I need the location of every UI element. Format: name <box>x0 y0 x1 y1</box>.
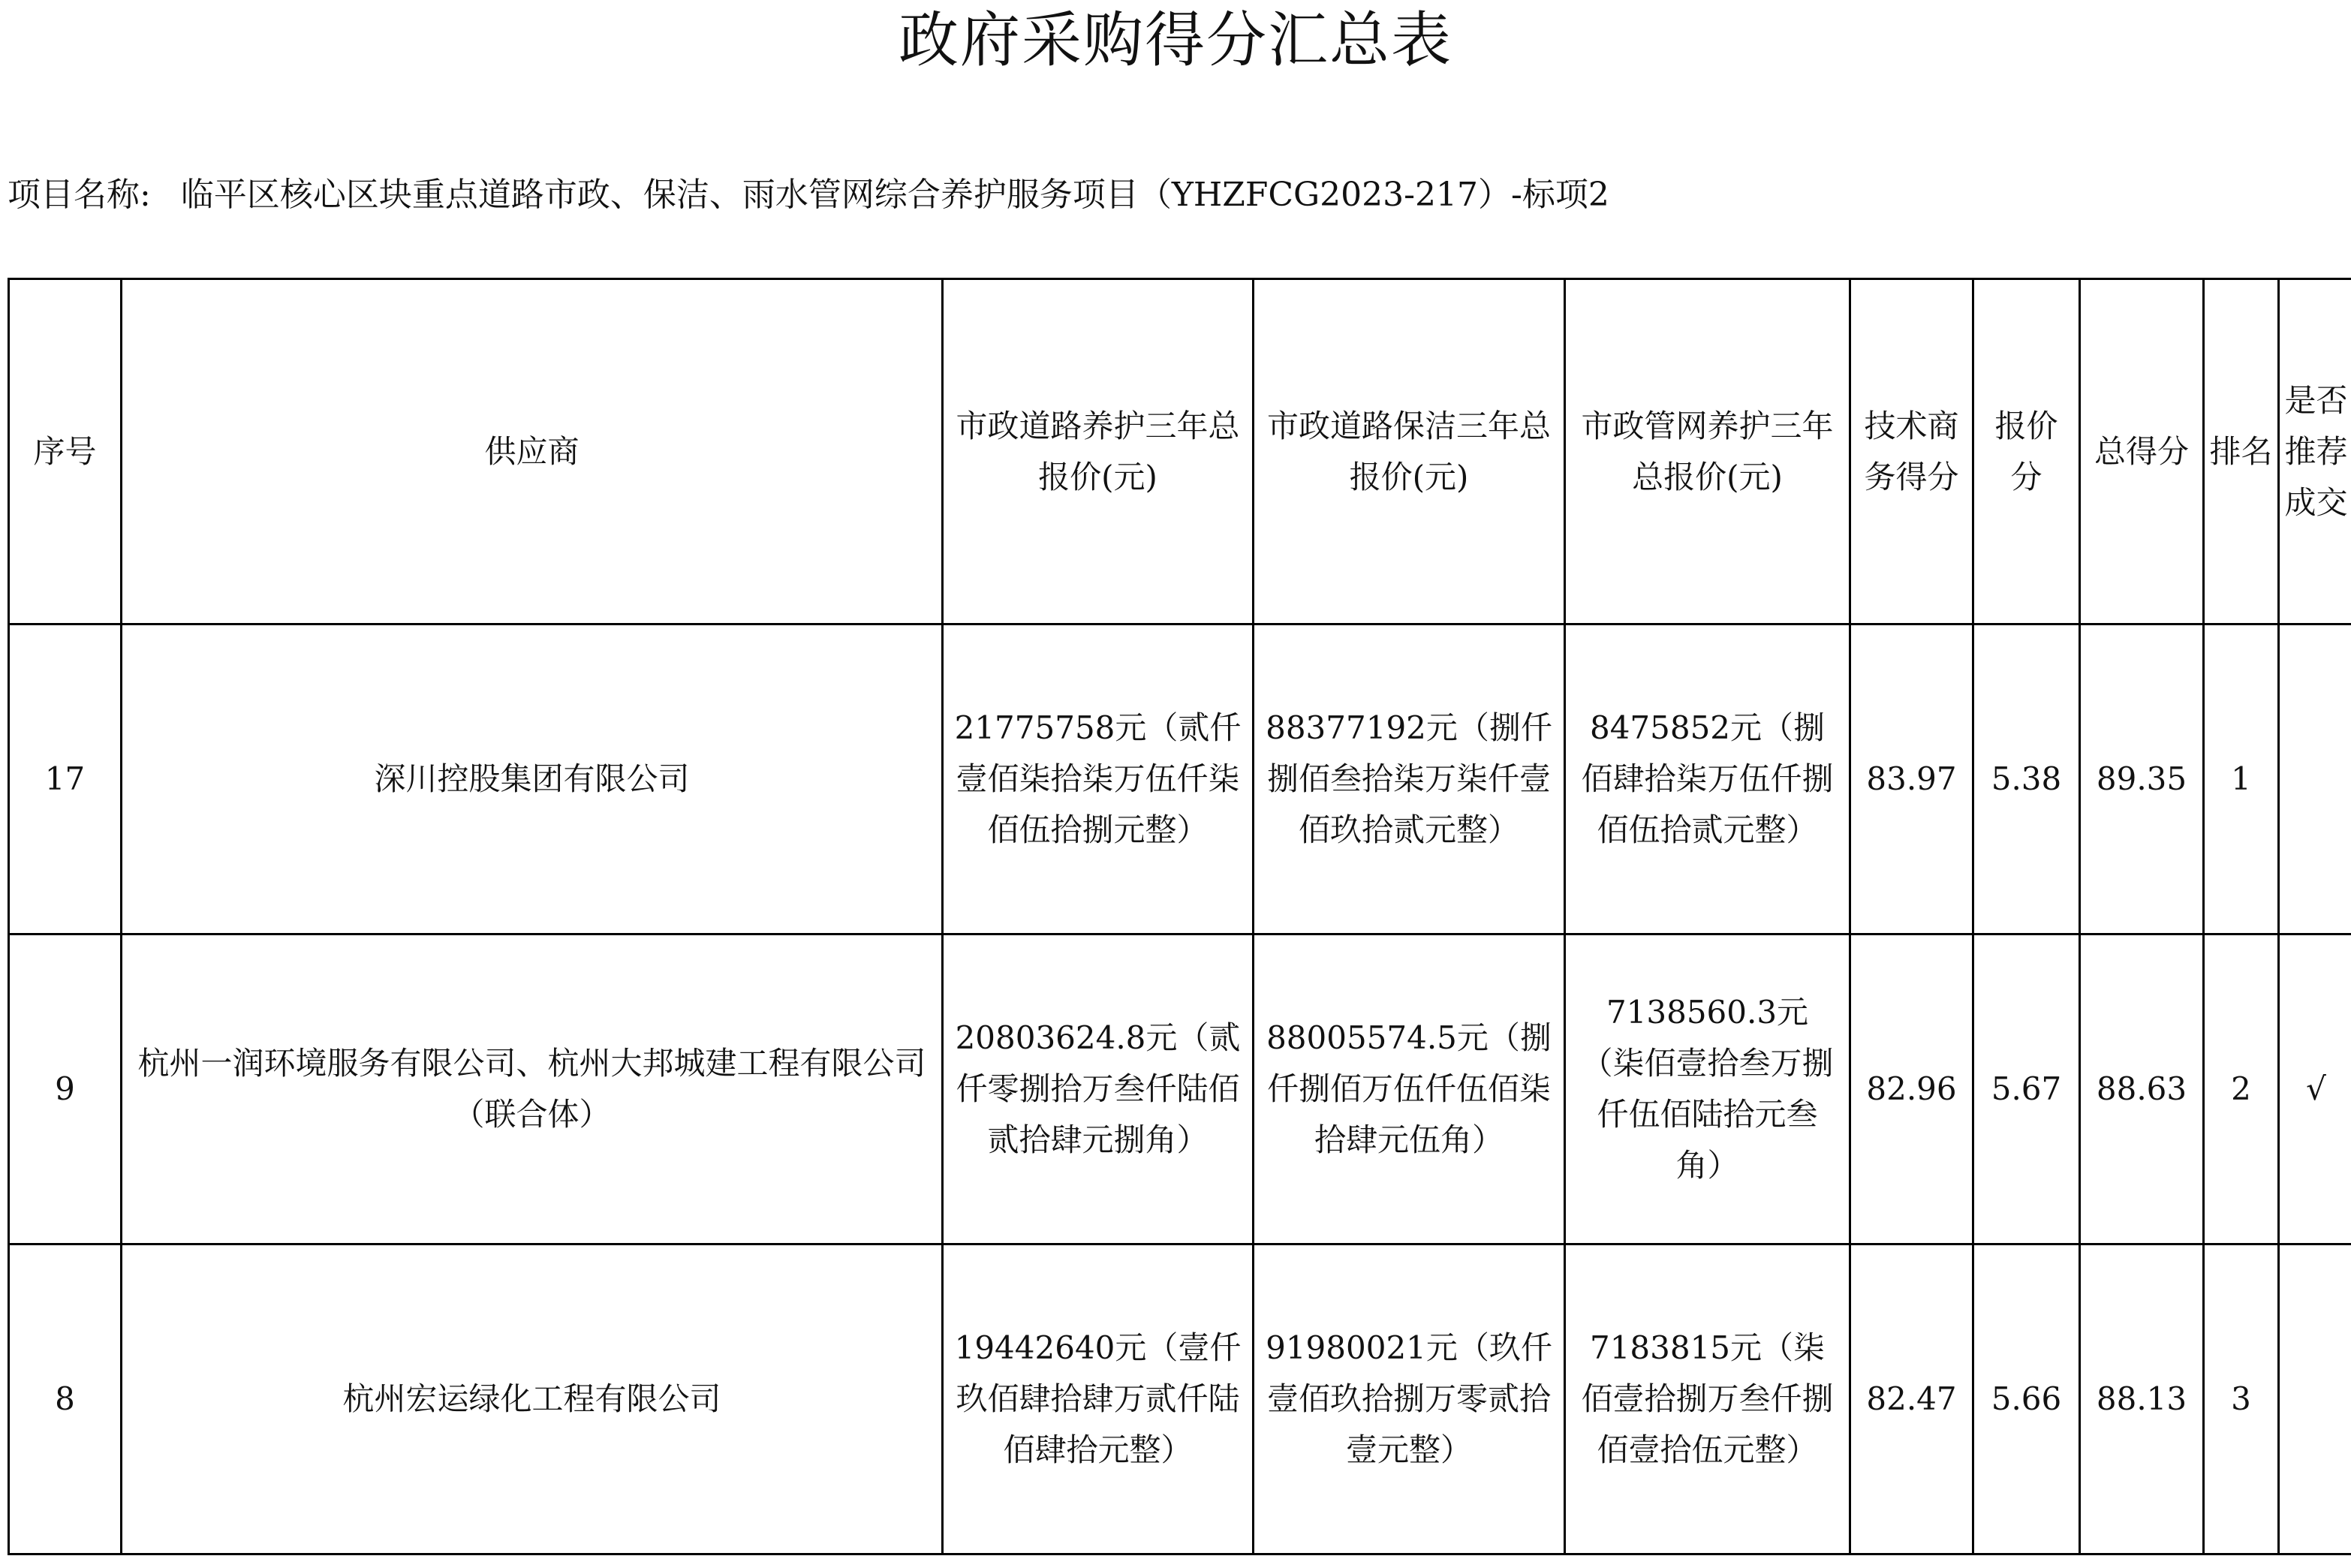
cell-road-cleaning: 88377192元（捌仟捌佰叁拾柒万柒仟壹佰玖拾贰元整） <box>1254 624 1565 934</box>
cell-price-score: 5.67 <box>1973 934 2080 1244</box>
cell-total-score: 89.35 <box>2080 624 2204 934</box>
cell-recommended <box>2279 1244 2351 1554</box>
header-rank: 排名 <box>2204 279 2279 624</box>
score-summary-table <box>8 278 2351 1555</box>
cell-rank: 2 <box>2204 934 2279 1244</box>
header-road-maintenance: 市政道路养护三年总报价(元) <box>943 279 1254 624</box>
table-row <box>9 624 2351 934</box>
project-label: 项目名称: <box>8 176 151 214</box>
header-road-cleaning: 市政道路保洁三年总报价(元) <box>1254 279 1565 624</box>
project-line <box>8 171 1609 219</box>
table-header-row <box>9 279 2351 624</box>
cell-seq: 9 <box>9 934 122 1244</box>
cell-tech-score: 82.96 <box>1850 934 1973 1244</box>
header-seq: 序号 <box>9 279 122 624</box>
cell-rank: 3 <box>2204 1244 2279 1554</box>
table-row <box>9 934 2351 1244</box>
cell-recommended: √ <box>2279 934 2351 1244</box>
page-title: 政府采购得分汇总表 <box>899 5 1452 75</box>
header-supplier: 供应商 <box>122 279 943 624</box>
cell-seq: 8 <box>9 1244 122 1554</box>
cell-total-score: 88.63 <box>2080 934 2204 1244</box>
cell-recommended <box>2279 624 2351 934</box>
cell-supplier: 杭州一润环境服务有限公司、杭州大邦城建工程有限公司（联合体） <box>122 934 943 1244</box>
cell-pipe-maintenance: 7138560.3元（柒佰壹拾叁万捌仟伍佰陆拾元叁角） <box>1565 934 1850 1244</box>
cell-total-score: 88.13 <box>2080 1244 2204 1554</box>
header-recommended: 是否推荐成交 <box>2279 279 2351 624</box>
header-tech-score: 技术商务得分 <box>1850 279 1973 624</box>
cell-tech-score: 83.97 <box>1850 624 1973 934</box>
header-price-score: 报价分 <box>1973 279 2080 624</box>
cell-price-score: 5.38 <box>1973 624 2080 934</box>
cell-rank: 1 <box>2204 624 2279 934</box>
table-row <box>9 1244 2351 1554</box>
cell-pipe-maintenance: 8475852元（捌佰肆拾柒万伍仟捌佰伍拾贰元整） <box>1565 624 1850 934</box>
cell-supplier: 深川控股集团有限公司 <box>122 624 943 934</box>
cell-pipe-maintenance: 7183815元（柒佰壹拾捌万叁仟捌佰壹拾伍元整） <box>1565 1244 1850 1554</box>
header-total-score: 总得分 <box>2080 279 2204 624</box>
cell-road-maintenance: 20803624.8元（贰仟零捌拾万叁仟陆佰贰拾肆元捌角） <box>943 934 1254 1244</box>
header-pipe-maintenance: 市政管网养护三年总报价(元) <box>1565 279 1850 624</box>
cell-road-cleaning: 91980021元（玖仟壹佰玖拾捌万零贰拾壹元整） <box>1254 1244 1565 1554</box>
cell-tech-score: 82.47 <box>1850 1244 1973 1554</box>
project-name: 临平区核心区块重点道路市政、保洁、雨水管网综合养护服务项目（YHZFCG2023-217）-标项2 <box>180 176 1609 214</box>
cell-seq: 17 <box>9 624 122 934</box>
cell-supplier: 杭州宏运绿化工程有限公司 <box>122 1244 943 1554</box>
cell-road-cleaning: 88005574.5元（捌仟捌佰万伍仟伍佰柒拾肆元伍角） <box>1254 934 1565 1244</box>
cell-price-score: 5.66 <box>1973 1244 2080 1554</box>
cell-road-maintenance: 21775758元（贰仟壹佰柒拾柒万伍仟柒佰伍拾捌元整） <box>943 624 1254 934</box>
cell-road-maintenance: 19442640元（壹仟玖佰肆拾肆万贰仟陆佰肆拾元整） <box>943 1244 1254 1554</box>
